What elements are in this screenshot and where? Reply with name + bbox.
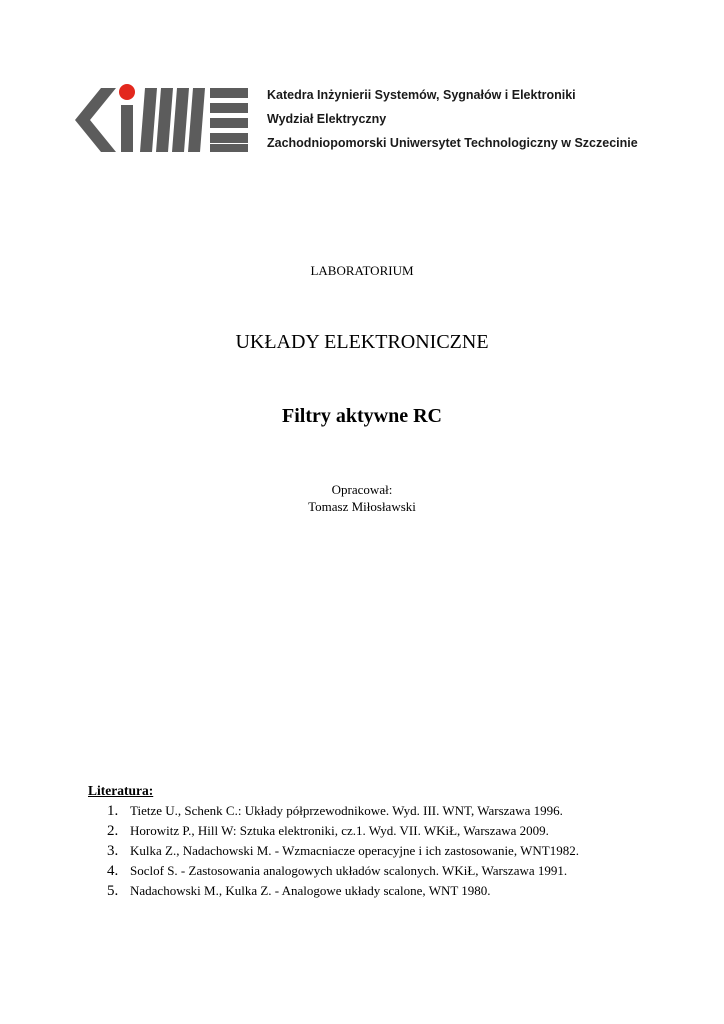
- document-title: UKŁADY ELEKTRONICZNE: [235, 331, 489, 353]
- institution-block: [267, 83, 638, 155]
- list-item: [88, 841, 579, 861]
- faculty-name: Wydział Elektryczny: [267, 112, 387, 126]
- item-text: Horowitz P., Hill W: Sztuka elektroniki, cz.1. Wyd. VII. WKiŁ, Warszawa 2009.: [130, 823, 549, 838]
- item-number: 4.: [107, 863, 119, 879]
- item-number: 5.: [107, 883, 119, 899]
- item-text: Nadachowski M., Kulka Z. - Analogowe układy scalone, WNT 1980.: [130, 883, 491, 898]
- header: [74, 80, 654, 160]
- item-text: Tietze U., Schenk C.: Układy półprzewodnikowe. Wyd. III. WNT, Warszawa 1996.: [130, 803, 563, 818]
- document-label: LABORATORIUM: [310, 263, 414, 278]
- literature-list: [88, 801, 579, 901]
- list-item: [88, 801, 579, 821]
- item-text: Kulka Z., Nadachowski M. - Wzmacniacze operacyjne i ich zastosowanie, WNT1982.: [130, 843, 579, 858]
- university-name: Zachodniopomorski Uniwersytet Technologiczny w Szczecinie: [267, 136, 638, 150]
- prepared-by-label: Opracował:: [331, 482, 393, 497]
- list-item: [88, 881, 579, 901]
- item-number: 3.: [107, 843, 119, 859]
- author-name: Tomasz Miłosławski: [308, 499, 416, 514]
- kisse-logo: [74, 80, 254, 158]
- document-subtitle: Filtry aktywne RC: [282, 405, 442, 427]
- literature-heading: Literatura:: [88, 783, 154, 798]
- literature-section: [88, 781, 579, 901]
- item-number: 1.: [107, 803, 119, 819]
- item-text: Soclof S. - Zastosowania analogowych układów scalonych. WKiŁ, Warszawa 1991.: [130, 863, 568, 878]
- item-number: 2.: [107, 823, 119, 839]
- department-name: Katedra Inżynierii Systemów, Sygnałów i Elektroniki: [267, 88, 576, 102]
- list-item: [88, 821, 579, 841]
- list-item: [88, 861, 579, 881]
